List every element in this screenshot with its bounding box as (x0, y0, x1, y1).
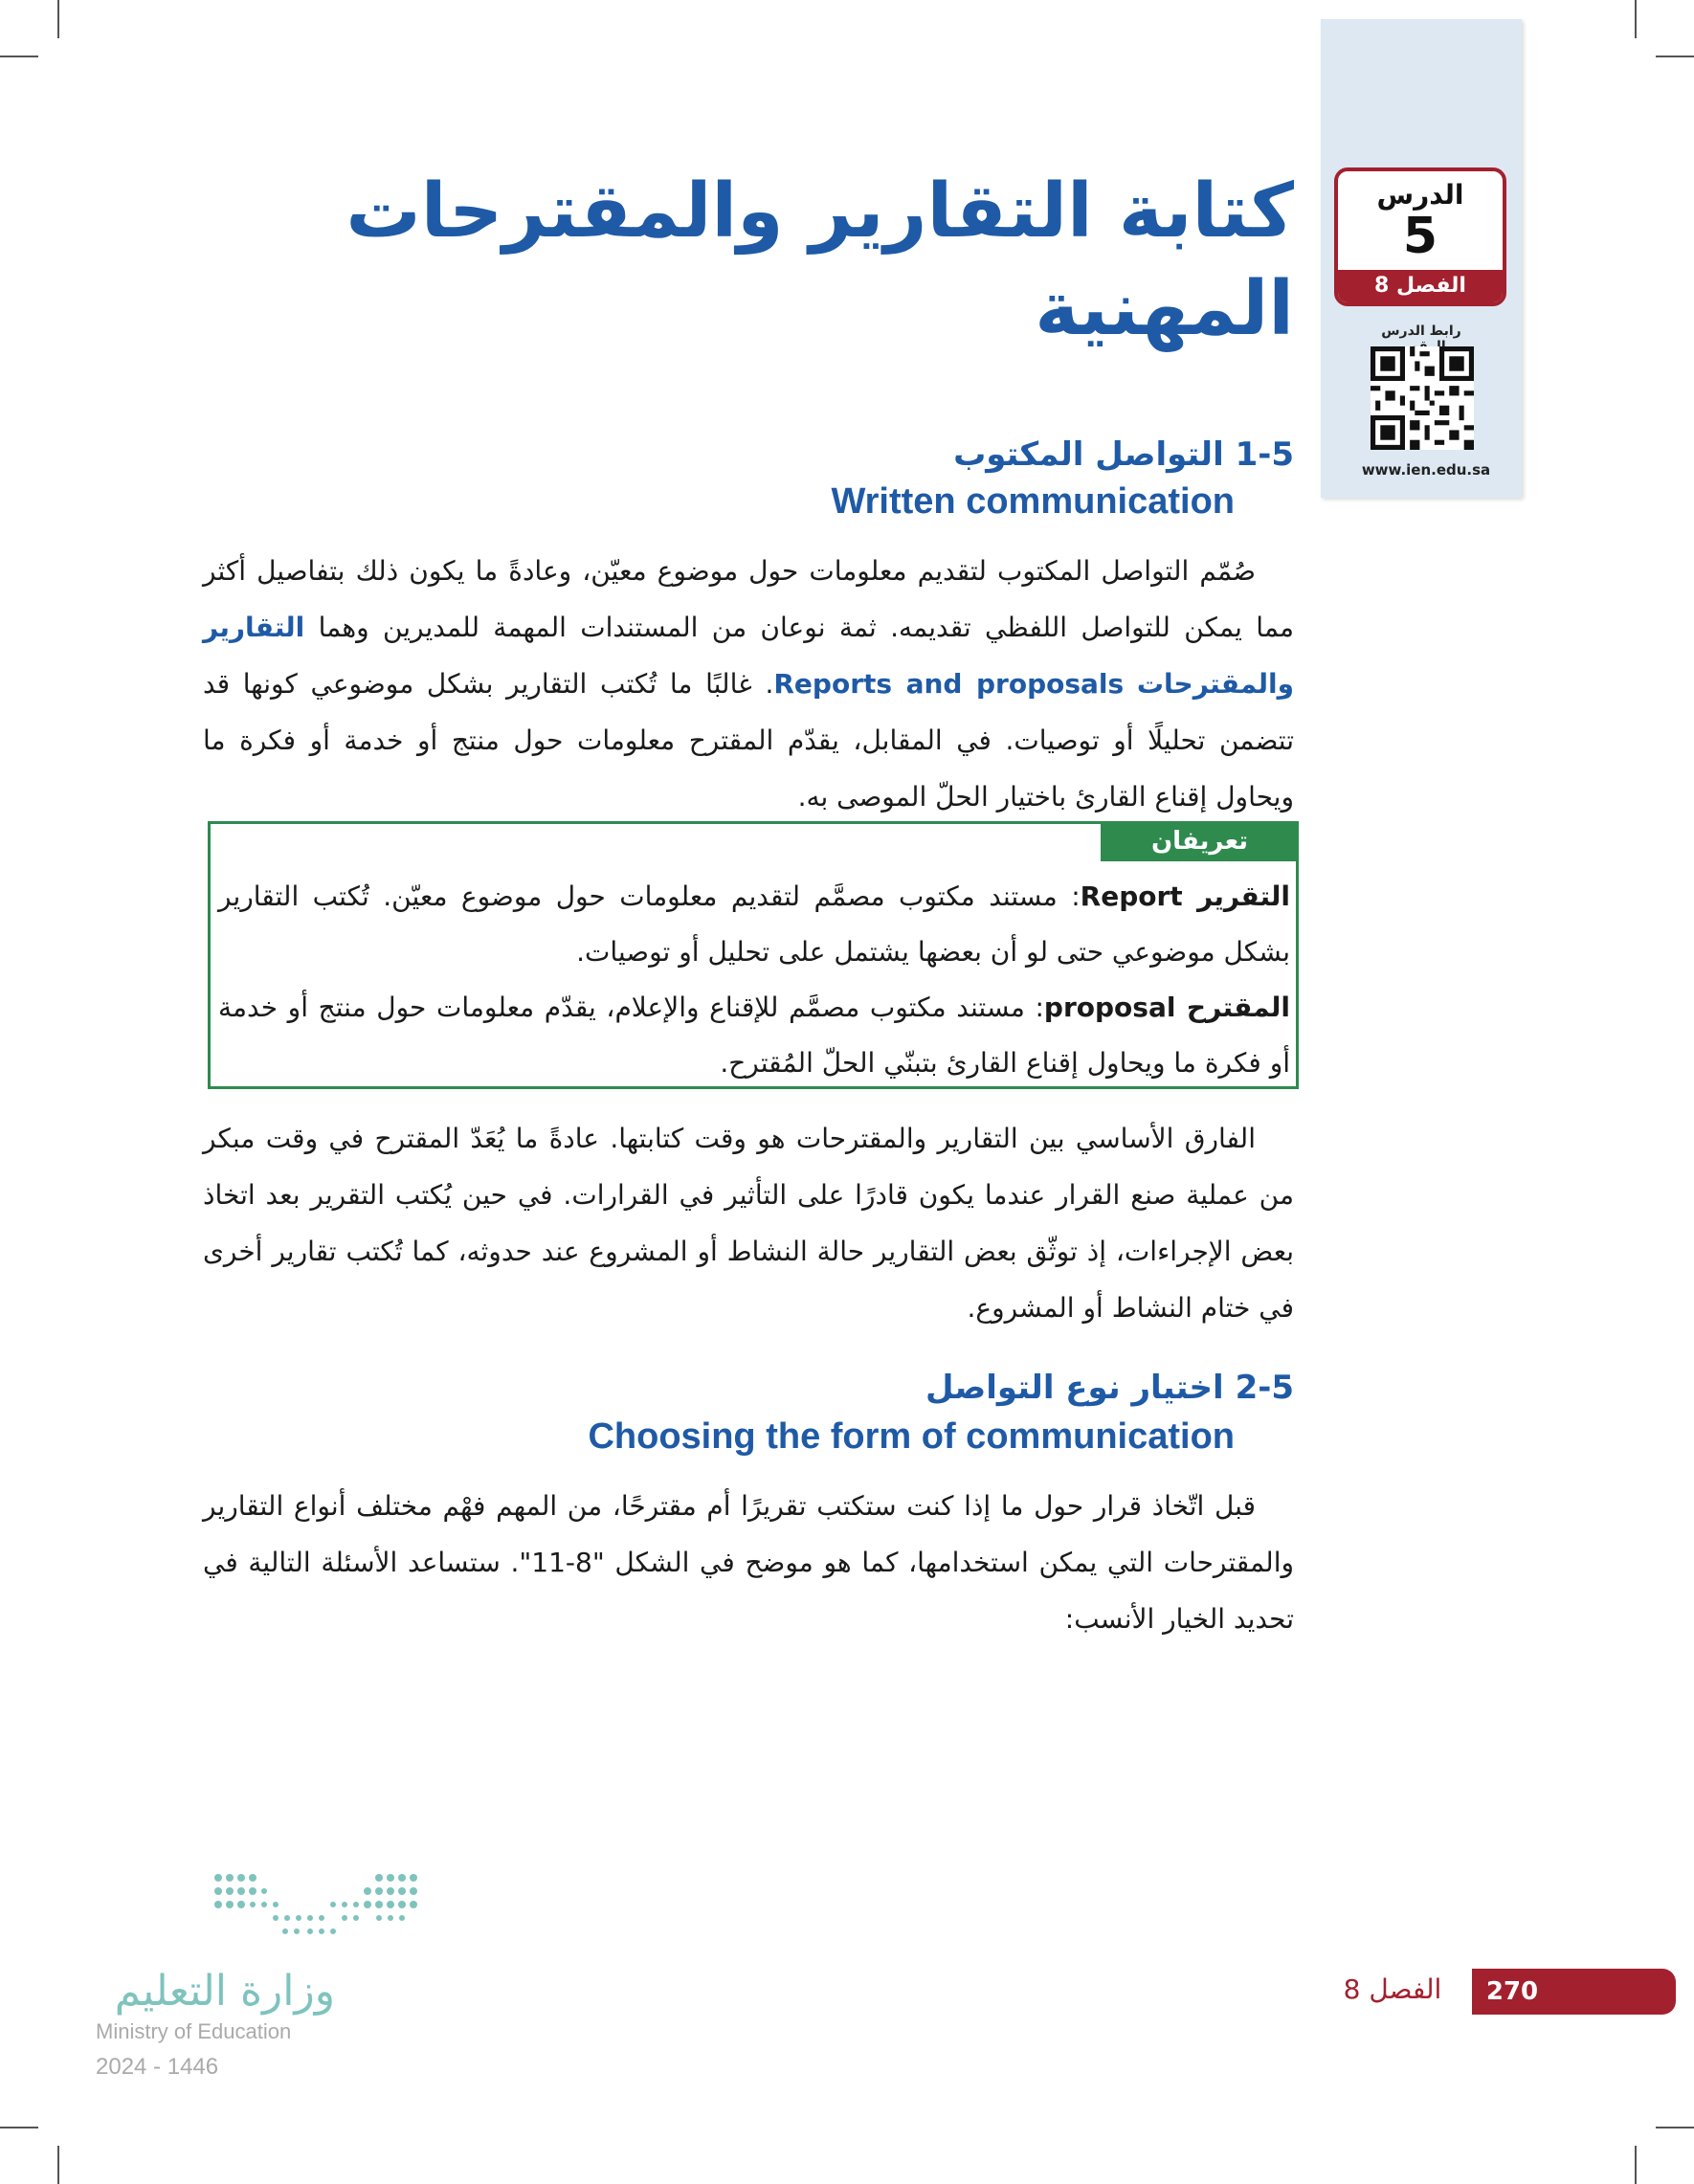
p1-highlight-en: Reports and proposals (773, 668, 1125, 700)
ministry-name-ar: وزارة التعليم (114, 1967, 335, 2016)
crop-mark (1656, 2127, 1694, 2128)
page-title (337, 163, 1294, 358)
report-term: التقرير Report (1080, 880, 1291, 912)
p1-rest: . غالبًا ما تُكتب التقارير بشكل موضوعي كونها قد تتضمن تحليلًا أو توصيات. في المقابل، يقدّم المقترح معلومات حول منتج أو خدمة أو فكرة ما ويحاول إقناع القارئ باختيار الحلّ الموصى به. (203, 668, 1294, 813)
crop-mark (57, 0, 59, 38)
section2-heading-ar: 2-5 اختيار نوع التواصل (925, 1369, 1294, 1407)
crop-mark (0, 56, 38, 57)
crop-mark (57, 2146, 59, 2184)
qr-label: رابط الدرس (1381, 323, 1461, 339)
lesson-number: 5 (1402, 208, 1438, 265)
proposal-text: : مستند مكتوب مصمَّم للإقناع والإعلام، يقدّم معلومات حول منتج أو خدمة أو فكرة ما ويحاول إقناع القارئ بتبنّي الحلّ المُقترح. (218, 992, 1290, 1079)
footer-chapter: الفصل 8 (1343, 1973, 1442, 2005)
lesson-chapter: الفصل 8 (1338, 270, 1503, 302)
s2-text: قبل اتّخاذ قرار حول ما إذا كنت ستكتب تقريرًا أم مقترحًا، من المهم فهْم مختلف أنواع التقارير والمقترحات التي يمكن استخدامها، كما هو موضح في الشكل "8-11". ستساعد الأسئلة التالية في تحديد الخيار الأنسب: (203, 1490, 1294, 1635)
section2-heading-en: Choosing the form of communication (588, 1416, 1235, 1457)
crop-mark (0, 2127, 38, 2128)
title-line-2: المهنية (1035, 266, 1294, 352)
definitions-tab: تعريفان (1101, 821, 1299, 861)
definitions-text (218, 869, 1290, 1091)
paragraph-2 (203, 1110, 1294, 1336)
p1-highlight-ar: التقارير والمقترحات (203, 612, 1295, 700)
ministry-logo-icon (209, 1868, 448, 1945)
crop-mark (1656, 56, 1694, 57)
qr-code-icon[interactable] (1371, 346, 1474, 450)
section2-paragraph (203, 1478, 1294, 1647)
qr-url[interactable]: www.ien.edu.sa (1361, 461, 1491, 479)
page-number: 270 (1485, 1977, 1539, 2006)
section1-heading-ar: 1-5 التواصل المكتوب (953, 435, 1294, 474)
lesson-badge (1334, 167, 1506, 306)
title-line-1: كتابة التقارير والمقترحات (345, 168, 1294, 255)
definition-proposal (218, 980, 1290, 1091)
p2-text: الفارق الأساسي بين التقارير والمقترحات هو وقت كتابتها. عادةً ما يُعَدّ المقترح في وقت مبكر من عملية صنع القرار عندما يكون قادرًا على التأثير في القرارات. في حين يُكتب التقرير بعد اتخاذ بعض الإجراءات، إذ توثّق بعض التقارير حالة النشاط أو المشروع عند حدوثه، كما تُكتب تقارير أخرى في ختام النشاط أو المشروع. (203, 1123, 1294, 1324)
ministry-name-en: Ministry of Education (96, 2019, 292, 2043)
definition-report (218, 869, 1290, 980)
lesson-label: الدرس (1376, 179, 1464, 211)
crop-mark (1635, 0, 1637, 38)
report-text: : مستند مكتوب مصمَّم لتقديم معلومات حول موضوع معيّن. تُكتب التقارير بشكل موضوعي حتى لو أن بعضها يشتمل على تحليل أو توصيات. (218, 880, 1290, 968)
ministry-year: 2024 - 1446 (96, 2054, 219, 2080)
crop-mark (1635, 2146, 1637, 2184)
section1-paragraph (203, 543, 1294, 825)
section1-heading-en: Written communication (831, 481, 1235, 522)
proposal-term: المقترح proposal (1043, 992, 1290, 1023)
p1-text: صُمّم التواصل المكتوب لتقديم معلومات حول موضوع معيّن، وعادةً ما يكون ذلك بتفاصيل أكثر مما يمكن للتواصل اللفظي تقديمه. ثمة نوعان من المستندات المهمة للمديرين وهما (203, 555, 1295, 643)
